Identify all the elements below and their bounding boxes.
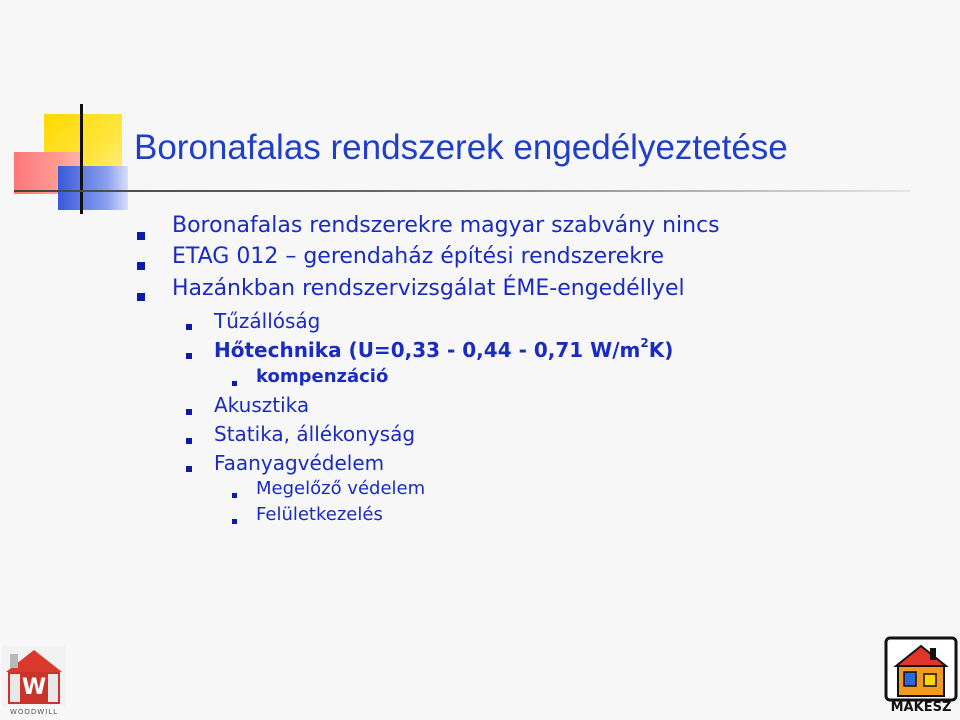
decorative-vertical-line (80, 104, 83, 214)
bullet-icon (186, 438, 192, 444)
list-item: Tűzállóság (214, 309, 321, 333)
woodwill-letter: W (21, 675, 47, 700)
decorative-blue-rectangle (58, 166, 128, 210)
bullet-icon (232, 519, 237, 524)
woodwill-logo-text: WOODWILL (9, 708, 59, 716)
list-item: kompenzáció (256, 366, 389, 387)
hotechnika-text-end: K) (648, 338, 674, 362)
list-item: Faanyagvédelem (214, 451, 385, 475)
bullet-icon (232, 493, 237, 498)
makesz-logo-text: MAKÉSZ (890, 700, 952, 715)
bullet-icon (186, 409, 192, 415)
list-item: Megelőző védelem (256, 478, 426, 499)
list-item: Statika, állékonyság (214, 422, 416, 446)
title-underline (14, 190, 910, 192)
bullet-icon (137, 262, 145, 270)
list-item: Boronafalas rendszerekre magyar szabvány nincs (172, 213, 720, 238)
bullet-icon (137, 232, 145, 240)
bullet-icon (186, 466, 192, 472)
bullet-icon (186, 353, 192, 359)
list-item: Akusztika (214, 393, 310, 417)
bullet-icon (137, 293, 145, 301)
bullet-icon (186, 324, 192, 330)
hotechnika-text: Hőtechnika (U=0,33 - 0,44 - 0,71 W/m (214, 338, 641, 362)
list-item: Hazánkban rendszervizsgálat ÉME-engedéllyel (172, 276, 685, 301)
bullet-icon (232, 381, 237, 386)
list-item-bold (214, 338, 673, 362)
list-item: Felületkezelés (256, 504, 383, 525)
superscript: 2 (640, 336, 649, 350)
list-item: ETAG 012 – gerendaház építési rendszerekre (172, 244, 665, 269)
slide-title: Boronafalas rendszerek engedélyeztetése (134, 128, 788, 167)
